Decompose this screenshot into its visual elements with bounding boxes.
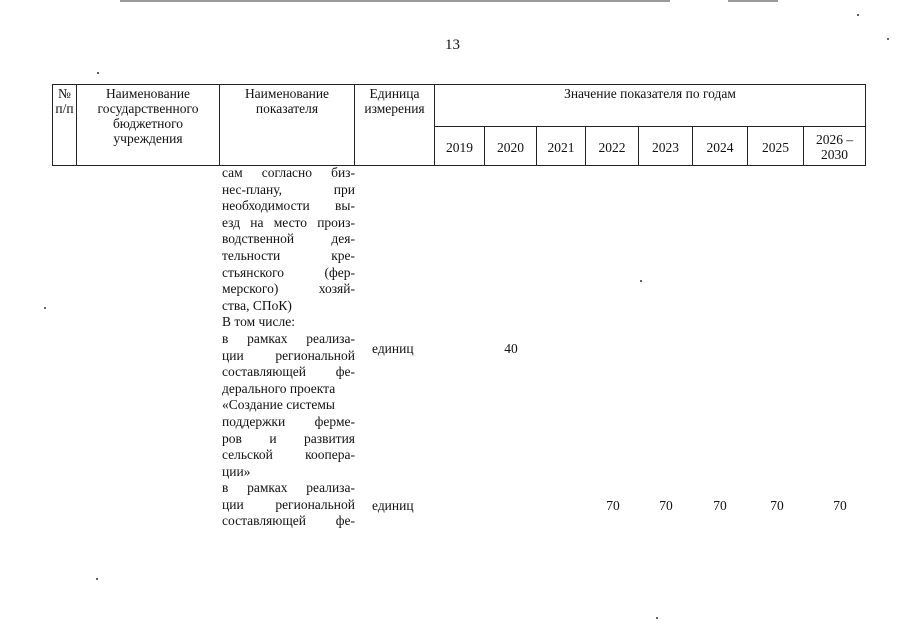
indicator-line: составляющей фе- bbox=[222, 513, 355, 529]
header-col-indicator: Наименование показателя bbox=[220, 85, 355, 166]
value-cell-2024: 70 bbox=[713, 498, 727, 513]
value-cell-2023: 70 bbox=[659, 498, 673, 513]
header-year-2025: 2025 bbox=[748, 127, 804, 166]
header-col-num: № п/п bbox=[53, 85, 77, 166]
indicator-line: поддержки ферме- bbox=[222, 413, 355, 429]
scan-speck bbox=[857, 14, 859, 16]
header-year-2021: 2021 bbox=[537, 127, 586, 166]
unit-cell: единиц bbox=[372, 341, 414, 356]
header-year-2024: 2024 bbox=[693, 127, 748, 166]
value-cell-2020: 40 bbox=[504, 341, 518, 356]
scan-speck bbox=[640, 280, 642, 282]
scan-top-edge-right bbox=[728, 0, 778, 2]
header-col-values: Значение показателя по годам bbox=[435, 85, 866, 127]
header-year-2022: 2022 bbox=[586, 127, 639, 166]
page-number: 13 bbox=[445, 37, 460, 53]
scan-speck bbox=[97, 72, 99, 74]
indicator-line: сельской коопера- bbox=[222, 447, 355, 463]
scan-speck bbox=[656, 617, 658, 619]
header-year-2023: 2023 bbox=[639, 127, 693, 166]
indicator-line: ции региональной bbox=[222, 496, 355, 512]
indicator-line: составляющей фе- bbox=[222, 364, 355, 380]
indicator-line: ства, СПоК) bbox=[222, 297, 292, 313]
header-year-2020: 2020 bbox=[485, 127, 537, 166]
indicator-line: стьянского (фер- bbox=[222, 264, 355, 280]
indicator-line: нес-плану, при bbox=[222, 181, 355, 197]
indicator-line: сам согласно биз- bbox=[222, 165, 355, 180]
value-cell-2025: 70 bbox=[770, 498, 784, 513]
indicator-line: водственной дея- bbox=[222, 231, 355, 247]
unit-cell: единиц bbox=[372, 498, 414, 513]
scan-speck bbox=[96, 578, 98, 580]
value-cell-2022: 70 bbox=[606, 498, 620, 513]
indicator-line: в рамках реализа- bbox=[222, 480, 355, 496]
header-year-2026-2030: 2026 – 2030 bbox=[804, 127, 866, 166]
indicator-text bbox=[222, 165, 355, 530]
indicator-line: В том числе: bbox=[222, 314, 295, 330]
header-year-2019: 2019 bbox=[435, 127, 485, 166]
scan-top-edge bbox=[120, 0, 670, 2]
header-col-institution: Наименование государственного бюджетного учреждения bbox=[77, 85, 220, 166]
header-col-unit: Единица измерения bbox=[355, 85, 435, 166]
indicator-line: дерального проекта bbox=[222, 380, 336, 396]
indicator-line: «Создание системы bbox=[222, 397, 335, 413]
indicator-line: езд на место произ- bbox=[222, 214, 355, 230]
table-header bbox=[52, 84, 866, 166]
value-cell-2026-2030: 70 bbox=[833, 498, 847, 513]
indicator-line: мерского) хозяй- bbox=[222, 281, 355, 297]
scan-speck bbox=[44, 307, 46, 309]
indicator-line: в рамках реализа- bbox=[222, 330, 355, 346]
indicator-line: ции» bbox=[222, 463, 251, 479]
indicator-line: ции региональной bbox=[222, 347, 355, 363]
indicator-line: необходимости вы- bbox=[222, 198, 355, 214]
indicator-line: тельности кре- bbox=[222, 247, 355, 263]
indicator-line: ров и развития bbox=[222, 430, 355, 446]
